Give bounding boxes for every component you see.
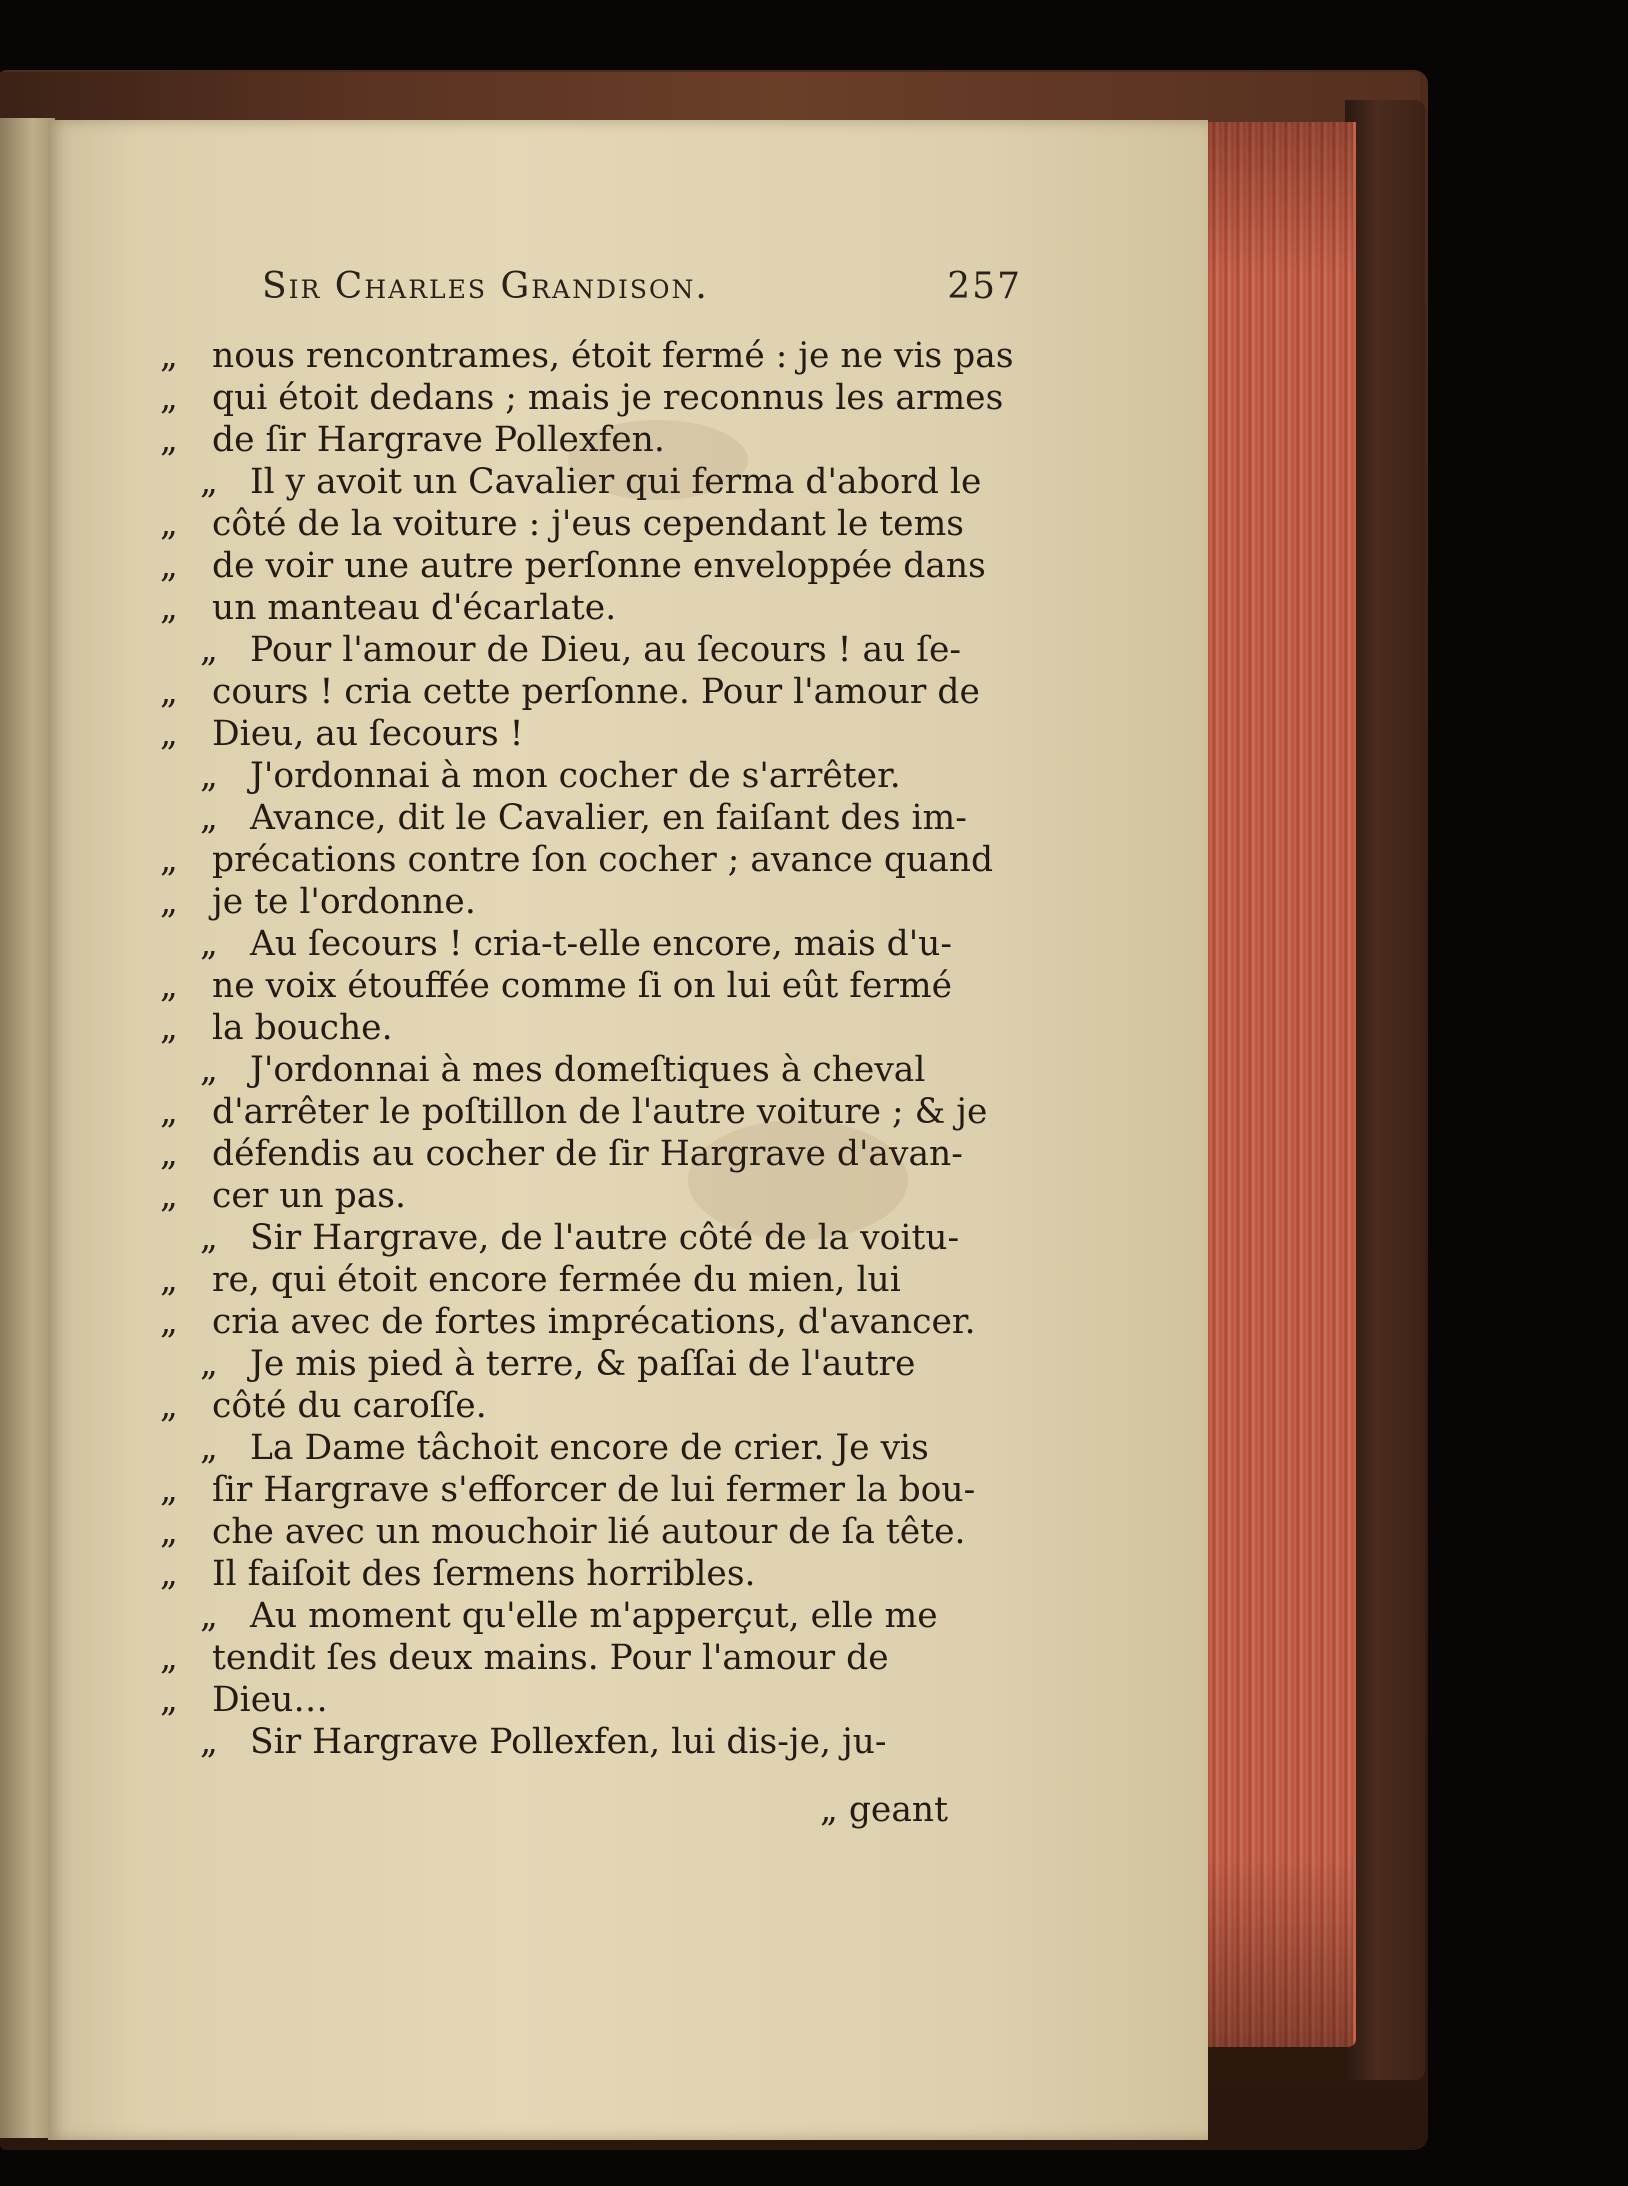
text-line xyxy=(160,1595,1000,1637)
text-line xyxy=(160,1511,1000,1553)
guillemet-mark: „ xyxy=(160,882,178,922)
line-text: Sir Hargrave Pollexfen, lui dis-je, ju- xyxy=(250,1722,887,1762)
text-line xyxy=(160,1259,1000,1301)
line-text: J'ordonnai à mon cocher de s'arrêter. xyxy=(250,756,901,796)
text-line xyxy=(160,965,1000,1007)
text-line xyxy=(160,1679,1000,1721)
line-text: Dieu… xyxy=(212,1680,328,1720)
guillemet-mark: „ xyxy=(200,1428,218,1468)
line-text: Au moment qu'elle m'apperçut, elle me xyxy=(250,1596,938,1636)
line-text: Pour l'amour de Dieu, au ſecours ! au ſe- xyxy=(250,630,962,670)
line-text: Il faiſoit des ſermens horribles. xyxy=(212,1554,756,1594)
guillemet-mark: „ xyxy=(160,1176,178,1216)
line-text: de voir une autre perſonne enveloppée dans xyxy=(212,546,986,586)
guillemet-mark: „ xyxy=(200,630,218,670)
text-line xyxy=(160,1217,1000,1259)
line-text: tendit ſes deux mains. Pour l'amour de xyxy=(212,1638,889,1678)
text-line xyxy=(160,1133,1000,1175)
text-line xyxy=(160,1343,1000,1385)
text-line xyxy=(160,335,1014,377)
guillemet-mark: „ xyxy=(200,462,218,502)
guillemet-mark: „ xyxy=(200,1050,218,1090)
guillemet-mark: „ xyxy=(200,924,218,964)
guillemet-mark: „ xyxy=(160,1008,178,1048)
text-line xyxy=(160,545,1000,587)
text-line xyxy=(160,923,1000,965)
text-line xyxy=(160,1301,1000,1343)
guillemet-mark: „ xyxy=(200,1722,218,1762)
guillemet-mark: „ xyxy=(200,756,218,796)
guillemet-mark: „ xyxy=(160,1638,178,1678)
guillemet-mark: „ xyxy=(160,1092,178,1132)
guillemet-mark: „ xyxy=(160,840,178,880)
line-text: ne voix étouffée comme ſi on lui eût fermé xyxy=(212,966,953,1006)
text-line xyxy=(160,587,1000,629)
text-line xyxy=(160,1553,1000,1595)
guillemet-mark: „ xyxy=(160,672,178,712)
line-text: Je mis pied à terre, & paſſai de l'autre xyxy=(250,1344,916,1384)
guillemet-mark: „ xyxy=(160,714,178,754)
guillemet-mark: „ xyxy=(200,1218,218,1258)
guillemet-mark: „ xyxy=(160,1680,178,1720)
text-line xyxy=(160,713,1000,755)
line-text: re, qui étoit encore fermée du mien, lui xyxy=(212,1260,901,1300)
line-text: Il y avoit un Cavalier qui ferma d'abord le xyxy=(250,462,982,502)
text-line xyxy=(160,881,1000,923)
catchword: „ geant xyxy=(820,1790,948,1830)
guillemet-mark: „ xyxy=(160,588,178,628)
text-line xyxy=(160,1007,1000,1049)
guillemet-mark: „ xyxy=(160,378,178,418)
body-text xyxy=(160,335,1014,1763)
page-edge-shading xyxy=(1205,122,1353,2047)
line-text: je te l'ordonne. xyxy=(212,882,476,922)
running-head-title: Sir Charles Grandison. xyxy=(262,266,709,307)
text-line xyxy=(160,1427,1000,1469)
guillemet-mark: „ xyxy=(160,504,178,544)
line-text: qui étoit dedans ; mais je reconnus les armes xyxy=(212,378,1004,418)
line-text: d'arrêter le poſtillon de l'autre voiture ; & je xyxy=(212,1092,988,1132)
text-line xyxy=(160,1637,1000,1679)
line-text: côté de la voiture : j'eus cependant le tems xyxy=(212,504,964,544)
guillemet-mark: „ xyxy=(200,798,218,838)
text-line xyxy=(160,629,1000,671)
text-line xyxy=(160,1721,1000,1763)
line-text: ſir Hargrave s'efforcer de lui fermer la bou- xyxy=(212,1470,976,1510)
guillemet-mark: „ xyxy=(160,966,178,1006)
text-line xyxy=(160,671,1000,713)
guillemet-mark: „ xyxy=(160,1260,178,1300)
guillemet-mark: „ xyxy=(160,1134,178,1174)
text-line xyxy=(160,1469,1000,1511)
line-text: côté du caroſſe. xyxy=(212,1386,487,1426)
line-text: Dieu, au ſecours ! xyxy=(212,714,524,754)
page-number: 257 xyxy=(947,266,1022,307)
guillemet-mark: „ xyxy=(160,1512,178,1552)
guillemet-mark: „ xyxy=(200,1596,218,1636)
guillemet-mark: „ xyxy=(160,1554,178,1594)
text-line xyxy=(160,377,1004,419)
line-text: Avance, dit le Cavalier, en faiſant des im- xyxy=(250,798,967,838)
text-line xyxy=(160,755,1000,797)
line-text: de ſir Hargrave Pollexfen. xyxy=(212,420,665,460)
text-line xyxy=(160,419,1000,461)
line-text: cria avec de fortes imprécations, d'avancer. xyxy=(212,1302,976,1342)
line-text: défendis au cocher de ſir Hargrave d'avan- xyxy=(212,1134,963,1174)
line-text: nous rencontrames, étoit fermé : je ne vis pas xyxy=(212,336,1014,376)
text-line xyxy=(160,1385,1000,1427)
line-text: Au ſecours ! cria-t-elle encore, mais d'u- xyxy=(250,924,953,964)
line-text: Sir Hargrave, de l'autre côté de la voitu- xyxy=(250,1218,960,1258)
text-line xyxy=(160,839,1000,881)
text-line xyxy=(160,1175,1000,1217)
line-text: cer un pas. xyxy=(212,1176,406,1216)
text-line xyxy=(160,503,1000,545)
line-text: La Dame tâchoit encore de crier. Je vis xyxy=(250,1428,929,1468)
line-text: un manteau d'écarlate. xyxy=(212,588,617,628)
facing-page-edge xyxy=(0,118,55,2138)
running-head xyxy=(262,266,1022,318)
guillemet-mark: „ xyxy=(160,336,178,376)
guillemet-mark: „ xyxy=(160,1470,178,1510)
line-text: J'ordonnai à mes domeſtiques à cheval xyxy=(250,1050,926,1090)
line-text: che avec un mouchoir lié autour de ſa tête. xyxy=(212,1512,966,1552)
text-line xyxy=(160,1091,1000,1133)
guillemet-mark: „ xyxy=(160,1386,178,1426)
text-line xyxy=(160,461,1000,503)
line-text: cours ! cria cette perſonne. Pour l'amour de xyxy=(212,672,980,712)
text-line xyxy=(160,1049,1000,1091)
guillemet-mark: „ xyxy=(160,1302,178,1342)
book-back-cover-edge xyxy=(1345,100,1425,2080)
guillemet-mark: „ xyxy=(160,420,178,460)
text-line xyxy=(160,797,1000,839)
line-text: la bouche. xyxy=(212,1008,393,1048)
guillemet-mark: „ xyxy=(200,1344,218,1384)
guillemet-mark: „ xyxy=(160,546,178,586)
line-text: précations contre ſon cocher ; avance quand xyxy=(212,840,994,880)
